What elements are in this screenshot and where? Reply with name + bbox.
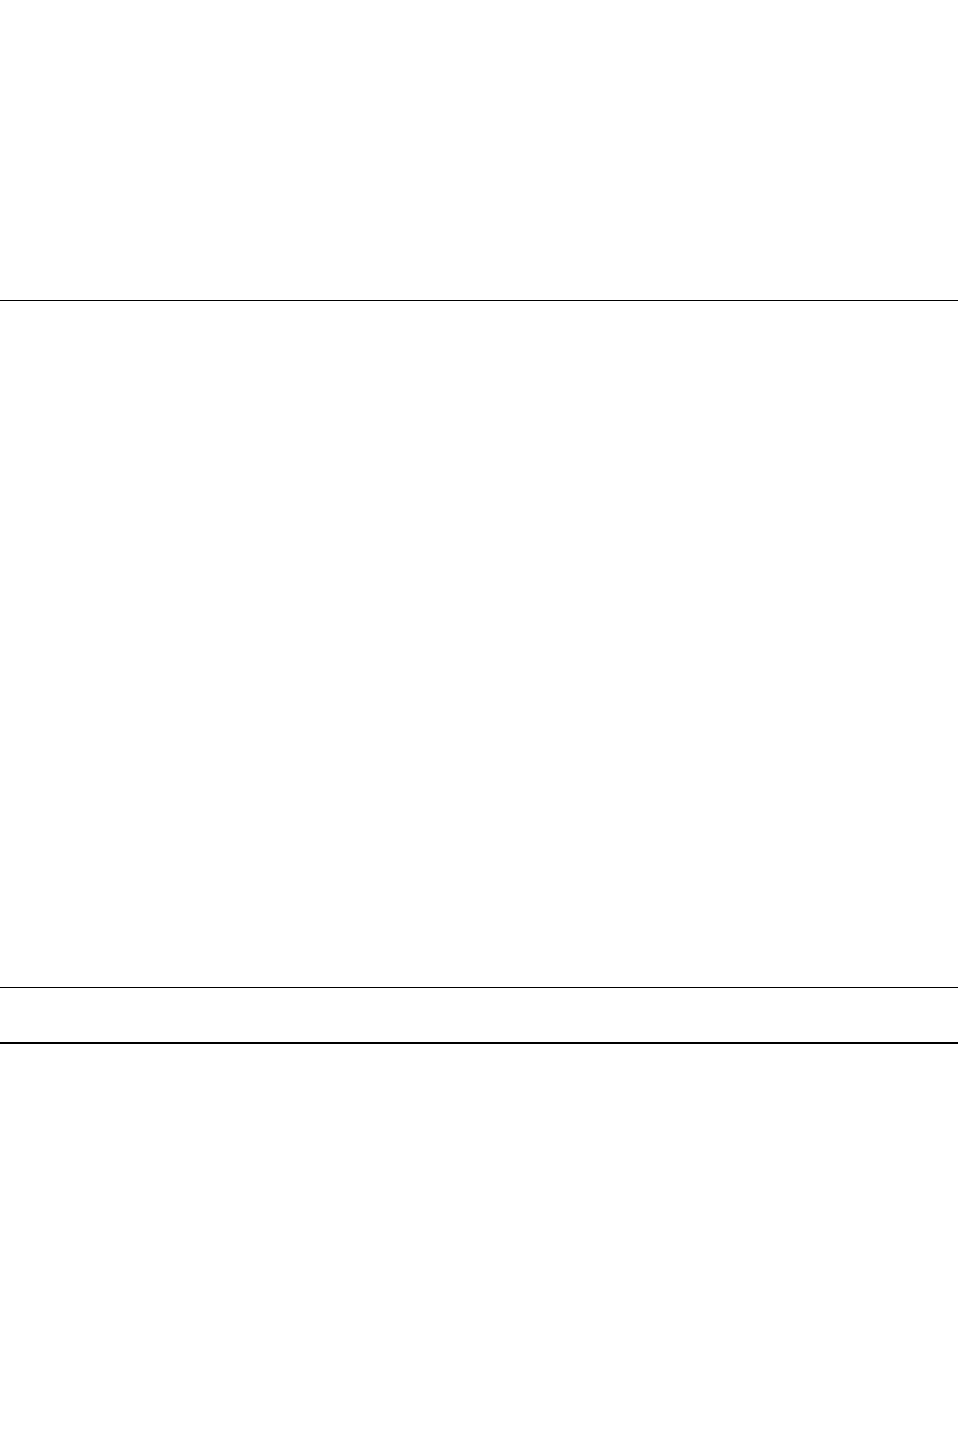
header-divider: [0, 300, 958, 301]
valuation-title: [0, 1070, 960, 1097]
k4-bottom-divider: [0, 1042, 958, 1044]
k4-section-title: [0, 211, 960, 238]
page-number: [0, 1404, 960, 1431]
k4-result-row: [0, 1016, 960, 1043]
sum-row: [0, 988, 960, 1015]
k4-table-header: [0, 245, 960, 301]
full-price-row: [0, 1335, 960, 1362]
